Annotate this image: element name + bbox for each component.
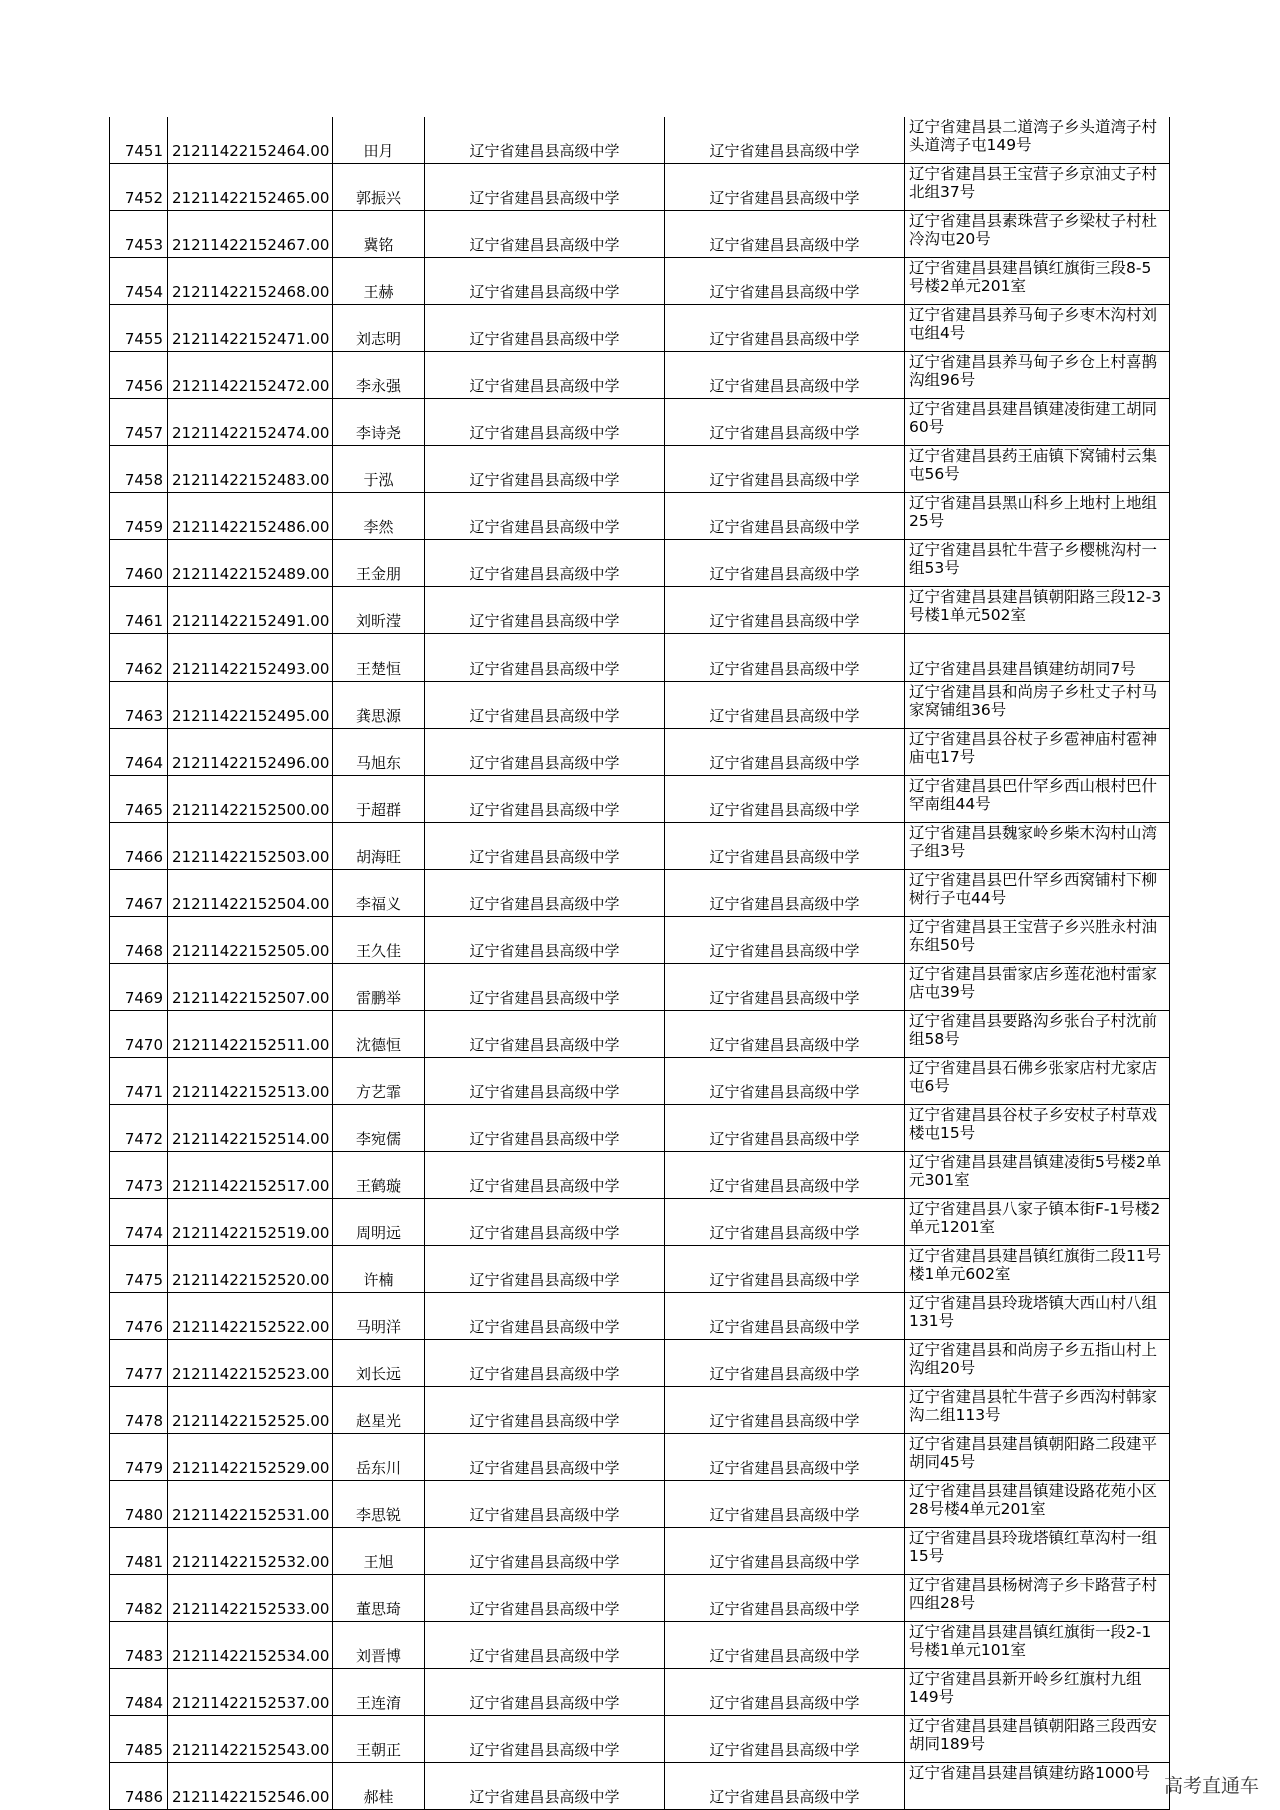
student-name-cell: 赵星光 [333, 1387, 425, 1434]
student-name-cell: 刘昕滢 [333, 587, 425, 634]
admitted-school-cell: 辽宁省建昌县高级中学 [665, 1387, 905, 1434]
school-name-cell: 辽宁省建昌县高级中学 [425, 399, 665, 446]
home-address-cell: 辽宁省建昌县建昌镇朝阳路三段西安胡同189号 [905, 1716, 1170, 1763]
table-row [110, 964, 1170, 1011]
school-name-cell: 辽宁省建昌县高级中学 [425, 540, 665, 587]
school-name-cell: 辽宁省建昌县高级中学 [425, 1716, 665, 1763]
row-number-cell: 7471 [110, 1058, 168, 1105]
home-address-cell: 辽宁省建昌县巴什罕乡西山根村巴什罕南组44号 [905, 776, 1170, 823]
table-row [110, 1528, 1170, 1575]
admitted-school-cell: 辽宁省建昌县高级中学 [665, 917, 905, 964]
home-address-cell: 辽宁省建昌县玲珑塔镇大西山村八组131号 [905, 1293, 1170, 1340]
row-number-cell: 7456 [110, 352, 168, 399]
student-name-cell: 刘晋博 [333, 1622, 425, 1669]
school-name-cell: 辽宁省建昌县高级中学 [425, 1763, 665, 1810]
student-name-cell: 王赫 [333, 258, 425, 305]
student-name-cell: 李诗尧 [333, 399, 425, 446]
row-number-cell: 7485 [110, 1716, 168, 1763]
row-number-cell: 7481 [110, 1528, 168, 1575]
student-name-cell: 王鹤璇 [333, 1152, 425, 1199]
row-number-cell: 7469 [110, 964, 168, 1011]
school-name-cell: 辽宁省建昌县高级中学 [425, 493, 665, 540]
admitted-school-cell: 辽宁省建昌县高级中学 [665, 1716, 905, 1763]
admitted-school-cell: 辽宁省建昌县高级中学 [665, 164, 905, 211]
school-name-cell: 辽宁省建昌县高级中学 [425, 446, 665, 493]
home-address-cell: 辽宁省建昌县二道湾子乡头道湾子村头道湾子屯149号 [905, 117, 1170, 164]
admitted-school-cell: 辽宁省建昌县高级中学 [665, 1293, 905, 1340]
school-name-cell: 辽宁省建昌县高级中学 [425, 1575, 665, 1622]
admitted-school-cell: 辽宁省建昌县高级中学 [665, 1011, 905, 1058]
admitted-school-cell: 辽宁省建昌县高级中学 [665, 493, 905, 540]
school-name-cell: 辽宁省建昌县高级中学 [425, 1152, 665, 1199]
exam-id-cell: 21211422152467.00 [168, 211, 333, 258]
row-number-cell: 7453 [110, 211, 168, 258]
exam-id-cell: 21211422152472.00 [168, 352, 333, 399]
exam-id-cell: 21211422152514.00 [168, 1105, 333, 1152]
student-name-cell: 于泓 [333, 446, 425, 493]
home-address-cell: 辽宁省建昌县建昌镇朝阳路二段建平胡同45号 [905, 1434, 1170, 1481]
home-address-cell: 辽宁省建昌县玲珑塔镇红草沟村一组15号 [905, 1528, 1170, 1575]
student-name-cell: 李永强 [333, 352, 425, 399]
table-row [110, 1481, 1170, 1528]
exam-id-cell: 21211422152543.00 [168, 1716, 333, 1763]
home-address-cell: 辽宁省建昌县八家子镇本街F-1号楼2单元1201室 [905, 1199, 1170, 1246]
school-name-cell: 辽宁省建昌县高级中学 [425, 1387, 665, 1434]
home-address-cell: 辽宁省建昌县谷杖子乡雹神庙村雹神庙屯17号 [905, 729, 1170, 776]
student-name-cell: 沈德恒 [333, 1011, 425, 1058]
exam-id-cell: 21211422152531.00 [168, 1481, 333, 1528]
home-address-cell: 辽宁省建昌县建昌镇建纺胡同7号 [905, 634, 1170, 682]
row-number-cell: 7467 [110, 870, 168, 917]
student-name-cell: 龚思源 [333, 682, 425, 729]
student-name-cell: 胡海旺 [333, 823, 425, 870]
home-address-cell: 辽宁省建昌县药王庙镇下窝铺村云集屯56号 [905, 446, 1170, 493]
home-address-cell: 辽宁省建昌县牤牛营子乡樱桃沟村一组53号 [905, 540, 1170, 587]
school-name-cell: 辽宁省建昌县高级中学 [425, 1199, 665, 1246]
exam-id-cell: 21211422152483.00 [168, 446, 333, 493]
school-name-cell: 辽宁省建昌县高级中学 [425, 870, 665, 917]
home-address-cell: 辽宁省建昌县建昌镇建设路花苑小区28号楼4单元201室 [905, 1481, 1170, 1528]
exam-id-cell: 21211422152513.00 [168, 1058, 333, 1105]
home-address-cell: 辽宁省建昌县雷家店乡莲花池村雷家店屯39号 [905, 964, 1170, 1011]
school-name-cell: 辽宁省建昌县高级中学 [425, 1434, 665, 1481]
school-name-cell: 辽宁省建昌县高级中学 [425, 823, 665, 870]
table-row [110, 1434, 1170, 1481]
school-name-cell: 辽宁省建昌县高级中学 [425, 776, 665, 823]
admitted-school-cell: 辽宁省建昌县高级中学 [665, 870, 905, 917]
home-address-cell: 辽宁省建昌县谷杖子乡安杖子村草戏楼屯15号 [905, 1105, 1170, 1152]
row-number-cell: 7479 [110, 1434, 168, 1481]
admitted-school-cell: 辽宁省建昌县高级中学 [665, 1528, 905, 1575]
admitted-school-cell: 辽宁省建昌县高级中学 [665, 634, 905, 682]
row-number-cell: 7472 [110, 1105, 168, 1152]
student-name-cell: 田月 [333, 117, 425, 164]
table-row [110, 1199, 1170, 1246]
table-row [110, 682, 1170, 729]
table-row [110, 258, 1170, 305]
admitted-school-cell: 辽宁省建昌县高级中学 [665, 1763, 905, 1810]
admitted-school-cell: 辽宁省建昌县高级中学 [665, 682, 905, 729]
table-body [110, 117, 1170, 1810]
school-name-cell: 辽宁省建昌县高级中学 [425, 211, 665, 258]
school-name-cell: 辽宁省建昌县高级中学 [425, 1669, 665, 1716]
student-name-cell: 王旭 [333, 1528, 425, 1575]
row-number-cell: 7451 [110, 117, 168, 164]
exam-id-cell: 21211422152465.00 [168, 164, 333, 211]
admitted-school-cell: 辽宁省建昌县高级中学 [665, 1340, 905, 1387]
home-address-cell: 辽宁省建昌县建昌镇红旗街一段2-1号楼1单元101室 [905, 1622, 1170, 1669]
home-address-cell: 辽宁省建昌县养马甸子乡枣木沟村刘屯组4号 [905, 305, 1170, 352]
row-number-cell: 7466 [110, 823, 168, 870]
row-number-cell: 7470 [110, 1011, 168, 1058]
school-name-cell: 辽宁省建昌县高级中学 [425, 117, 665, 164]
school-name-cell: 辽宁省建昌县高级中学 [425, 917, 665, 964]
admitted-school-cell: 辽宁省建昌县高级中学 [665, 776, 905, 823]
student-name-cell: 于超群 [333, 776, 425, 823]
student-name-cell: 王金朋 [333, 540, 425, 587]
row-number-cell: 7486 [110, 1763, 168, 1810]
school-name-cell: 辽宁省建昌县高级中学 [425, 682, 665, 729]
student-name-cell: 刘长远 [333, 1340, 425, 1387]
exam-id-cell: 21211422152468.00 [168, 258, 333, 305]
table-row [110, 1763, 1170, 1810]
row-number-cell: 7477 [110, 1340, 168, 1387]
table-row [110, 1105, 1170, 1152]
table-row [110, 446, 1170, 493]
home-address-cell: 辽宁省建昌县要路沟乡张台子村沈前组58号 [905, 1011, 1170, 1058]
admitted-school-cell: 辽宁省建昌县高级中学 [665, 446, 905, 493]
row-number-cell: 7460 [110, 540, 168, 587]
school-name-cell: 辽宁省建昌县高级中学 [425, 729, 665, 776]
row-number-cell: 7474 [110, 1199, 168, 1246]
exam-id-cell: 21211422152522.00 [168, 1293, 333, 1340]
admitted-school-cell: 辽宁省建昌县高级中学 [665, 1622, 905, 1669]
row-number-cell: 7457 [110, 399, 168, 446]
admitted-school-cell: 辽宁省建昌县高级中学 [665, 1481, 905, 1528]
admitted-school-cell: 辽宁省建昌县高级中学 [665, 1575, 905, 1622]
table-row [110, 1716, 1170, 1763]
student-name-cell: 马明洋 [333, 1293, 425, 1340]
exam-id-cell: 21211422152511.00 [168, 1011, 333, 1058]
student-name-cell: 李宛儒 [333, 1105, 425, 1152]
exam-id-cell: 21211422152471.00 [168, 305, 333, 352]
admitted-school-cell: 辽宁省建昌县高级中学 [665, 729, 905, 776]
exam-id-cell: 21211422152500.00 [168, 776, 333, 823]
row-number-cell: 7458 [110, 446, 168, 493]
exam-id-cell: 21211422152493.00 [168, 634, 333, 682]
exam-id-cell: 21211422152546.00 [168, 1763, 333, 1810]
row-number-cell: 7455 [110, 305, 168, 352]
school-name-cell: 辽宁省建昌县高级中学 [425, 1293, 665, 1340]
exam-id-cell: 21211422152537.00 [168, 1669, 333, 1716]
exam-id-cell: 21211422152517.00 [168, 1152, 333, 1199]
exam-id-cell: 21211422152489.00 [168, 540, 333, 587]
home-address-cell: 辽宁省建昌县建昌镇朝阳路三段12-3号楼1单元502室 [905, 587, 1170, 634]
table-row [110, 399, 1170, 446]
exam-id-cell: 21211422152491.00 [168, 587, 333, 634]
table-row [110, 164, 1170, 211]
row-number-cell: 7468 [110, 917, 168, 964]
home-address-cell: 辽宁省建昌县黑山科乡上地村上地组25号 [905, 493, 1170, 540]
school-name-cell: 辽宁省建昌县高级中学 [425, 964, 665, 1011]
home-address-cell: 辽宁省建昌县魏家岭乡柴木沟村山湾子组3号 [905, 823, 1170, 870]
exam-id-cell: 21211422152464.00 [168, 117, 333, 164]
exam-id-cell: 21211422152534.00 [168, 1622, 333, 1669]
student-name-cell: 岳东川 [333, 1434, 425, 1481]
admitted-school-cell: 辽宁省建昌县高级中学 [665, 823, 905, 870]
school-name-cell: 辽宁省建昌县高级中学 [425, 352, 665, 399]
school-name-cell: 辽宁省建昌县高级中学 [425, 634, 665, 682]
table-row [110, 1340, 1170, 1387]
row-number-cell: 7480 [110, 1481, 168, 1528]
table-row [110, 211, 1170, 258]
table-row [110, 117, 1170, 164]
row-number-cell: 7482 [110, 1575, 168, 1622]
student-name-cell: 方艺霏 [333, 1058, 425, 1105]
student-name-cell: 王久佳 [333, 917, 425, 964]
school-name-cell: 辽宁省建昌县高级中学 [425, 164, 665, 211]
school-name-cell: 辽宁省建昌县高级中学 [425, 1011, 665, 1058]
table-row [110, 1011, 1170, 1058]
student-name-cell: 王连淯 [333, 1669, 425, 1716]
student-name-cell: 李思锐 [333, 1481, 425, 1528]
school-name-cell: 辽宁省建昌县高级中学 [425, 1622, 665, 1669]
home-address-cell: 辽宁省建昌县建昌镇建凌街建工胡同60号 [905, 399, 1170, 446]
exam-id-cell: 21211422152523.00 [168, 1340, 333, 1387]
home-address-cell: 辽宁省建昌县杨树湾子乡卡路营子村四组28号 [905, 1575, 1170, 1622]
home-address-cell: 辽宁省建昌县新开岭乡红旗村九组149号 [905, 1669, 1170, 1716]
school-name-cell: 辽宁省建昌县高级中学 [425, 1481, 665, 1528]
exam-id-cell: 21211422152504.00 [168, 870, 333, 917]
row-number-cell: 7459 [110, 493, 168, 540]
row-number-cell: 7462 [110, 634, 168, 682]
school-name-cell: 辽宁省建昌县高级中学 [425, 1528, 665, 1575]
exam-id-cell: 21211422152525.00 [168, 1387, 333, 1434]
watermark-text: 高考直通车 [1163, 1775, 1259, 1797]
exam-id-cell: 21211422152495.00 [168, 682, 333, 729]
admitted-school-cell: 辽宁省建昌县高级中学 [665, 211, 905, 258]
student-name-cell: 周明远 [333, 1199, 425, 1246]
home-address-cell: 辽宁省建昌县和尚房子乡五指山村上沟组20号 [905, 1340, 1170, 1387]
row-number-cell: 7483 [110, 1622, 168, 1669]
row-number-cell: 7484 [110, 1669, 168, 1716]
exam-id-cell: 21211422152507.00 [168, 964, 333, 1011]
student-name-cell: 李福义 [333, 870, 425, 917]
admitted-school-cell: 辽宁省建昌县高级中学 [665, 1152, 905, 1199]
exam-id-cell: 21211422152486.00 [168, 493, 333, 540]
table-row [110, 634, 1170, 682]
exam-id-cell: 21211422152529.00 [168, 1434, 333, 1481]
admitted-school-cell: 辽宁省建昌县高级中学 [665, 1105, 905, 1152]
exam-id-cell: 21211422152532.00 [168, 1528, 333, 1575]
exam-id-cell: 21211422152520.00 [168, 1246, 333, 1293]
home-address-cell: 辽宁省建昌县建昌镇红旗街二段11号楼1单元602室 [905, 1246, 1170, 1293]
student-name-cell: 王朝正 [333, 1716, 425, 1763]
home-address-cell: 辽宁省建昌县建昌镇建纺路1000号 [905, 1763, 1170, 1810]
admitted-school-cell: 辽宁省建昌县高级中学 [665, 258, 905, 305]
row-number-cell: 7461 [110, 587, 168, 634]
exam-id-cell: 21211422152533.00 [168, 1575, 333, 1622]
table-row [110, 729, 1170, 776]
row-number-cell: 7463 [110, 682, 168, 729]
admitted-school-cell: 辽宁省建昌县高级中学 [665, 1669, 905, 1716]
school-name-cell: 辽宁省建昌县高级中学 [425, 305, 665, 352]
student-name-cell: 刘志明 [333, 305, 425, 352]
exam-id-cell: 21211422152496.00 [168, 729, 333, 776]
admitted-school-cell: 辽宁省建昌县高级中学 [665, 305, 905, 352]
table-row [110, 1293, 1170, 1340]
exam-id-cell: 21211422152474.00 [168, 399, 333, 446]
school-name-cell: 辽宁省建昌县高级中学 [425, 1246, 665, 1293]
table-row [110, 1622, 1170, 1669]
exam-id-cell: 21211422152503.00 [168, 823, 333, 870]
table-row [110, 1387, 1170, 1434]
table-row [110, 870, 1170, 917]
exam-id-cell: 21211422152519.00 [168, 1199, 333, 1246]
school-name-cell: 辽宁省建昌县高级中学 [425, 258, 665, 305]
admitted-school-cell: 辽宁省建昌县高级中学 [665, 352, 905, 399]
table-row [110, 776, 1170, 823]
student-name-cell: 冀铭 [333, 211, 425, 258]
table-row [110, 823, 1170, 870]
table-row [110, 1246, 1170, 1293]
home-address-cell: 辽宁省建昌县建昌镇红旗街三段8-5号楼2单元201室 [905, 258, 1170, 305]
school-name-cell: 辽宁省建昌县高级中学 [425, 1058, 665, 1105]
admitted-school-cell: 辽宁省建昌县高级中学 [665, 587, 905, 634]
admitted-school-cell: 辽宁省建昌县高级中学 [665, 399, 905, 446]
exam-id-cell: 21211422152505.00 [168, 917, 333, 964]
student-name-cell: 董思琦 [333, 1575, 425, 1622]
home-address-cell: 辽宁省建昌县王宝营子乡京油丈子村北组37号 [905, 164, 1170, 211]
table-row [110, 1575, 1170, 1622]
table-row [110, 587, 1170, 634]
table-row [110, 305, 1170, 352]
admitted-school-cell: 辽宁省建昌县高级中学 [665, 1434, 905, 1481]
admitted-school-cell: 辽宁省建昌县高级中学 [665, 964, 905, 1011]
student-table [109, 117, 1170, 1810]
row-number-cell: 7473 [110, 1152, 168, 1199]
student-name-cell: 雷鹏举 [333, 964, 425, 1011]
home-address-cell: 辽宁省建昌县素珠营子乡梁杖子村杜冷沟屯20号 [905, 211, 1170, 258]
table-row [110, 1058, 1170, 1105]
student-name-cell: 马旭东 [333, 729, 425, 776]
admitted-school-cell: 辽宁省建昌县高级中学 [665, 540, 905, 587]
row-number-cell: 7465 [110, 776, 168, 823]
home-address-cell: 辽宁省建昌县养马甸子乡仓上村喜鹊沟组96号 [905, 352, 1170, 399]
home-address-cell: 辽宁省建昌县巴什罕乡西窝铺村下柳树行子屯44号 [905, 870, 1170, 917]
admitted-school-cell: 辽宁省建昌县高级中学 [665, 1199, 905, 1246]
home-address-cell: 辽宁省建昌县牤牛营子乡西沟村韩家沟二组113号 [905, 1387, 1170, 1434]
student-name-cell: 李然 [333, 493, 425, 540]
home-address-cell: 辽宁省建昌县石佛乡张家店村尤家店屯6号 [905, 1058, 1170, 1105]
home-address-cell: 辽宁省建昌县建昌镇建凌街5号楼2单元301室 [905, 1152, 1170, 1199]
row-number-cell: 7452 [110, 164, 168, 211]
table-row [110, 540, 1170, 587]
student-name-cell: 王楚恒 [333, 634, 425, 682]
school-name-cell: 辽宁省建昌县高级中学 [425, 587, 665, 634]
table-row [110, 352, 1170, 399]
student-name-cell: 郝桂 [333, 1763, 425, 1810]
table-row [110, 917, 1170, 964]
row-number-cell: 7454 [110, 258, 168, 305]
table-row [110, 1669, 1170, 1716]
student-name-cell: 郭振兴 [333, 164, 425, 211]
admitted-school-cell: 辽宁省建昌县高级中学 [665, 117, 905, 164]
table-row [110, 1152, 1170, 1199]
home-address-cell: 辽宁省建昌县和尚房子乡杜丈子村马家窝铺组36号 [905, 682, 1170, 729]
table-row [110, 493, 1170, 540]
row-number-cell: 7476 [110, 1293, 168, 1340]
row-number-cell: 7478 [110, 1387, 168, 1434]
row-number-cell: 7464 [110, 729, 168, 776]
row-number-cell: 7475 [110, 1246, 168, 1293]
home-address-cell: 辽宁省建昌县王宝营子乡兴胜永村油东组50号 [905, 917, 1170, 964]
admitted-school-cell: 辽宁省建昌县高级中学 [665, 1058, 905, 1105]
student-name-cell: 许楠 [333, 1246, 425, 1293]
admitted-school-cell: 辽宁省建昌县高级中学 [665, 1246, 905, 1293]
school-name-cell: 辽宁省建昌县高级中学 [425, 1340, 665, 1387]
school-name-cell: 辽宁省建昌县高级中学 [425, 1105, 665, 1152]
